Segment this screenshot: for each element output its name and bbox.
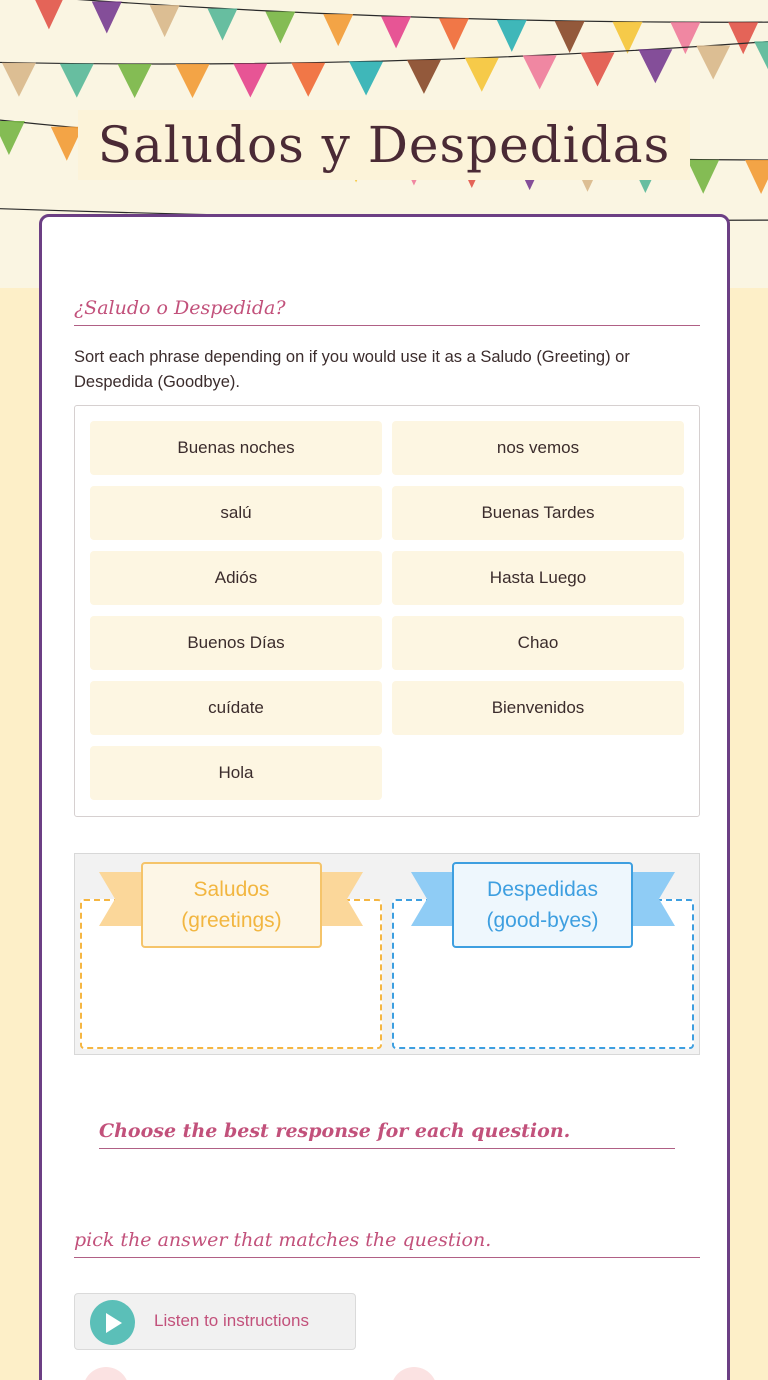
bunting-flag — [118, 64, 152, 98]
bunting-flag — [323, 14, 353, 46]
phrase-chip[interactable]: Buenas Tardes — [392, 486, 684, 540]
play-icon[interactable] — [90, 1300, 135, 1345]
bunting-flag — [754, 41, 768, 75]
page-title: Saludos y Despedidas — [97, 116, 671, 174]
bunting-flag — [555, 21, 585, 53]
bunting-flag — [696, 46, 730, 80]
phrase-chip[interactable]: nos vemos — [392, 421, 684, 475]
bunting-flag — [2, 63, 36, 97]
phrase-chip[interactable]: Buenas noches — [90, 421, 382, 475]
bunting-flag — [613, 22, 643, 54]
quiz-heading: Choose the best response for each question. — [99, 1120, 675, 1149]
despedidas-label: Despedidas (good-byes) — [452, 862, 633, 948]
bunting-flag — [687, 160, 719, 194]
bunting-flag — [465, 58, 499, 92]
phrase-bank — [74, 405, 700, 817]
phrase-chip[interactable]: Hola — [90, 746, 382, 800]
answer-option-radio[interactable] — [391, 1367, 437, 1380]
sort-bins — [74, 853, 700, 1055]
phrase-chip[interactable]: salú — [90, 486, 382, 540]
bunting-flag — [638, 49, 672, 83]
bunting-flag — [208, 9, 238, 41]
bunting-flag — [291, 63, 325, 97]
bunting-flag — [0, 121, 25, 155]
bunting-flag — [233, 64, 267, 98]
phrase-chip[interactable]: Adiós — [90, 551, 382, 605]
bunting-flag — [60, 64, 94, 98]
bunting-flag — [523, 55, 557, 89]
bunting-flag — [92, 1, 122, 33]
bunting-flag — [381, 16, 411, 48]
phrase-chip[interactable]: Chao — [392, 616, 684, 670]
worksheet-card — [39, 214, 730, 1380]
sort-heading: ¿Saludo o Despedida? — [74, 297, 700, 326]
bunting-flag — [670, 22, 700, 54]
bunting-flag — [176, 64, 210, 98]
bunting-flag — [349, 61, 383, 95]
answer-option-radio[interactable] — [83, 1367, 129, 1380]
bunting-flag — [407, 60, 441, 94]
quiz-subheading: pick the answer that matches the question. — [74, 1229, 700, 1258]
phrase-chip[interactable]: Hasta Luego — [392, 551, 684, 605]
saludos-label: Saludos (greetings) — [141, 862, 322, 948]
bunting-flag — [265, 12, 295, 44]
bunting-flag — [497, 20, 527, 52]
phrase-chip[interactable]: Buenos Días — [90, 616, 382, 670]
bunting-flag — [34, 0, 64, 29]
listen-button[interactable] — [74, 1293, 356, 1350]
title-box — [78, 110, 690, 180]
phrase-chip[interactable]: cuídate — [90, 681, 382, 735]
listen-label: Listen to instructions — [154, 1311, 309, 1330]
phrase-chip[interactable]: Bienvenidos — [392, 681, 684, 735]
bunting-flag — [728, 22, 758, 54]
bunting-flag — [581, 52, 615, 86]
bunting-flag — [439, 18, 469, 50]
sort-instructions: Sort each phrase depending on if you would use it as a Saludo (Greeting) or Despedida (Goodbye). — [74, 348, 630, 391]
bunting-flag — [745, 160, 768, 194]
bunting-flag — [150, 5, 180, 37]
